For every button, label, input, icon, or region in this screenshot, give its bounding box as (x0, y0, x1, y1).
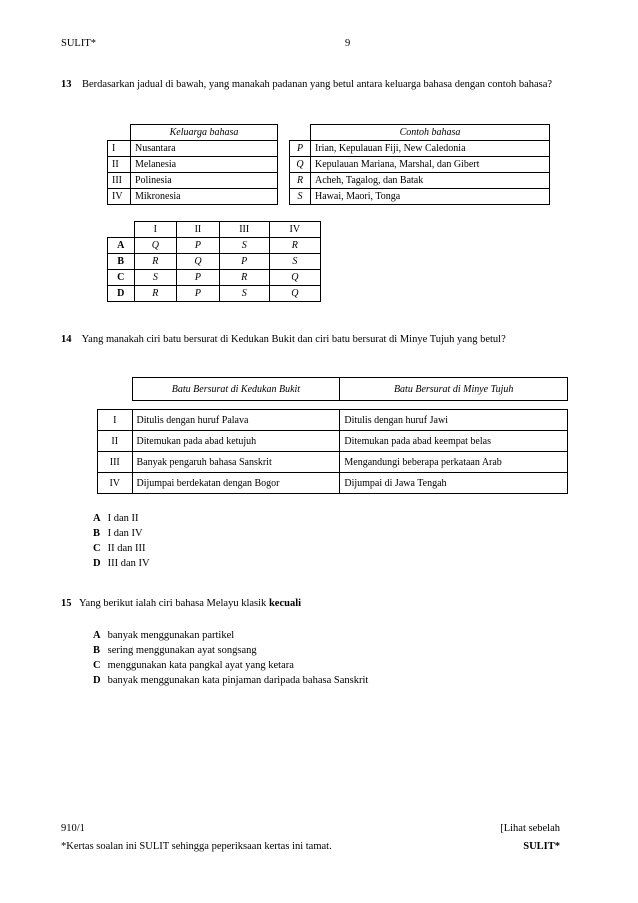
table-row (98, 410, 568, 431)
answer-cell: S (134, 270, 177, 286)
answer-option-label: A (108, 238, 135, 254)
q14-col2-header: Batu Bersurat di Minye Tujuh (340, 378, 568, 401)
option-text: banyak menggunakan kata pinjaman daripada bahasa Sanskrit (107, 675, 369, 686)
family-roman: IV (108, 189, 131, 205)
family-name: Melanesia (131, 157, 278, 173)
answer-option-label: B (108, 254, 135, 270)
option-text: banyak menggunakan partikel (107, 630, 235, 641)
q14-cell-minye: Mengandungi beberapa perkataan Arab (340, 452, 568, 473)
answer-cell: R (134, 286, 177, 302)
answer-cell: P (177, 286, 220, 302)
table-row (108, 238, 321, 254)
table-row (290, 157, 550, 173)
q14-table (97, 377, 568, 494)
family-name: Nusantara (131, 141, 278, 157)
answer-col-header: II (177, 222, 220, 238)
q15-text: Yang berikut ialah ciri bahasa Melayu klasik (79, 598, 267, 609)
table-row (108, 286, 321, 302)
answer-option-label: D (108, 286, 135, 302)
q14-text: Yang manakah ciri batu bersurat di Kedukan Bukit dan ciri batu bersurat di Minye Tujuh yang betul? (81, 334, 506, 345)
option-letter: C (93, 543, 101, 554)
footer-code: 910/1 (61, 823, 85, 834)
family-name: Mikronesia (131, 189, 278, 205)
family-roman: II (108, 157, 131, 173)
q14-roman: I (98, 410, 133, 431)
list-item (93, 526, 150, 541)
answer-cell: R (269, 238, 320, 254)
example-letter: S (290, 189, 311, 205)
q14-col1-header: Batu Bersurat di Kedukan Bukit (132, 378, 340, 401)
option-letter: C (93, 660, 101, 671)
q14-cell-minye: Ditulis dengan huruf Jawi (340, 410, 568, 431)
page-number: 9 (345, 38, 351, 49)
q14-stem (61, 331, 561, 349)
answer-cell: Q (269, 270, 320, 286)
list-item (93, 643, 368, 658)
q14-cell-kedukan: Ditemukan pada abad ketujuh (132, 431, 340, 452)
q14-cell-kedukan: Ditulis dengan huruf Palava (132, 410, 340, 431)
option-letter: B (93, 645, 101, 656)
q14-options (93, 511, 150, 571)
q13-example-header: Contoh bahasa (311, 125, 550, 141)
example-letter: P (290, 141, 311, 157)
answer-cell: R (134, 254, 177, 270)
option-text: menggunakan kata pangkal ayat yang ketara (107, 660, 294, 671)
q15-emphasis: kecuali (268, 598, 302, 609)
option-letter: A (93, 630, 101, 641)
answer-cell: P (219, 254, 269, 270)
list-item (93, 556, 150, 571)
q14-cell-minye: Ditemukan pada abad keempat belas (340, 431, 568, 452)
family-roman: I (108, 141, 131, 157)
table-row (108, 157, 278, 173)
answer-cell: Q (269, 286, 320, 302)
answer-col-header: I (134, 222, 177, 238)
answer-cell: S (269, 254, 320, 270)
q13-family-header: Keluarga bahasa (131, 125, 278, 141)
list-item (93, 673, 368, 688)
answer-col-header: IV (269, 222, 320, 238)
list-item (93, 658, 368, 673)
q13-stem (61, 76, 571, 94)
option-letter: D (93, 558, 101, 569)
footer-sulit: SULIT* (523, 841, 560, 852)
q13-family-table (107, 124, 278, 205)
footer-note: *Kertas soalan ini SULIT sehingga peperiksaan kertas ini tamat. (61, 841, 332, 852)
table-row (108, 270, 321, 286)
answer-cell: P (177, 270, 220, 286)
option-text: III dan IV (107, 558, 150, 569)
option-letter: B (93, 528, 101, 539)
table-row (98, 452, 568, 473)
answer-cell: Q (177, 254, 220, 270)
example-text: Irian, Kepulauan Fiji, New Caledonia (311, 141, 550, 157)
table-row (290, 173, 550, 189)
q14-roman: III (98, 452, 133, 473)
table-row (290, 141, 550, 157)
list-item (93, 628, 368, 643)
option-text: sering menggunakan ayat songsang (107, 645, 257, 656)
q14-cell-minye: Dijumpai di Jawa Tengah (340, 473, 568, 494)
table-row (108, 173, 278, 189)
table-row (108, 141, 278, 157)
example-text: Kepulauan Mariana, Marshal, dan Gibert (311, 157, 550, 173)
q13-number: 13 (61, 79, 72, 90)
option-text: II dan III (107, 543, 146, 554)
answer-option-label: C (108, 270, 135, 286)
q15-stem (61, 598, 301, 609)
q15-number: 15 (61, 598, 72, 609)
table-row (108, 189, 278, 205)
answer-cell: P (177, 238, 220, 254)
answer-cell: S (219, 286, 269, 302)
option-letter: A (93, 513, 101, 524)
example-letter: Q (290, 157, 311, 173)
q14-number: 14 (61, 334, 72, 345)
family-name: Polinesia (131, 173, 278, 189)
q14-cell-kedukan: Banyak pengaruh bahasa Sanskrit (132, 452, 340, 473)
table-row (98, 431, 568, 452)
list-item (93, 541, 150, 556)
list-item (93, 511, 150, 526)
example-text: Acheh, Tagalog, dan Batak (311, 173, 550, 189)
option-text: I dan IV (107, 528, 143, 539)
q13-answer-table (107, 221, 321, 302)
q15-options (93, 628, 368, 688)
answer-cell: Q (134, 238, 177, 254)
answer-col-header: III (219, 222, 269, 238)
option-letter: D (93, 675, 101, 686)
table-row (108, 254, 321, 270)
answer-cell: R (219, 270, 269, 286)
q13-example-table (289, 124, 550, 205)
example-letter: R (290, 173, 311, 189)
q14-roman: IV (98, 473, 133, 494)
table-row (98, 473, 568, 494)
footer-see-next: [Lihat sebelah (500, 823, 560, 834)
example-text: Hawai, Maori, Tonga (311, 189, 550, 205)
option-text: I dan II (107, 513, 139, 524)
header-sulit: SULIT* (61, 38, 96, 49)
table-row (290, 189, 550, 205)
q14-roman: II (98, 431, 133, 452)
q13-text: Berdasarkan jadual di bawah, yang manakah padanan yang betul antara keluarga bahasa dengan contoh bahasa? (82, 79, 553, 90)
q14-cell-kedukan: Dijumpai berdekatan dengan Bogor (132, 473, 340, 494)
family-roman: III (108, 173, 131, 189)
answer-cell: S (219, 238, 269, 254)
